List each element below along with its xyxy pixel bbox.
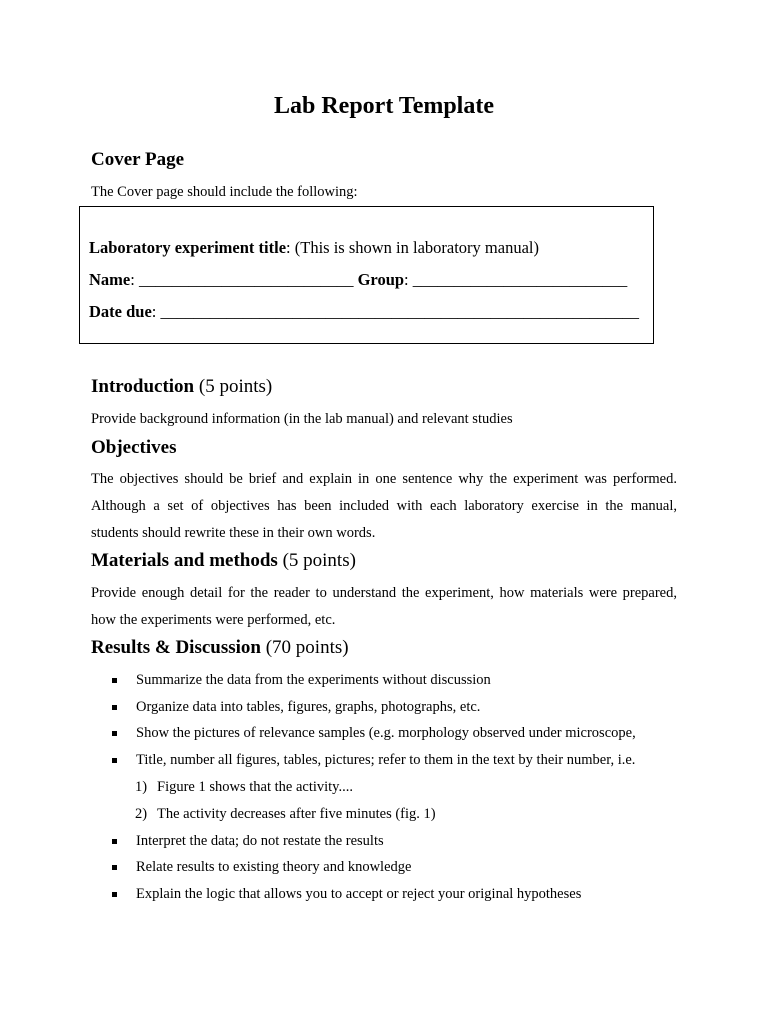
name-line: : __________________________ xyxy=(130,270,354,289)
introduction-points: (5 points) xyxy=(194,376,273,397)
results-points: (70 points) xyxy=(260,637,349,658)
cover-page-box xyxy=(79,206,654,344)
experiment-title-field xyxy=(89,238,539,258)
cover-page-intro: The Cover page should include the following: xyxy=(91,184,358,200)
experiment-title-label: Laboratory experiment title xyxy=(89,238,287,257)
introduction-text: Provide background information (in the lab manual) and relevant studies xyxy=(91,411,513,427)
date-due-field xyxy=(89,302,639,322)
bullet-icon xyxy=(112,839,117,844)
results-heading xyxy=(91,637,349,659)
materials-title: Materials and methods xyxy=(91,550,278,571)
bullet-icon xyxy=(112,865,117,870)
bullet-icon xyxy=(112,678,117,683)
bullet-icon xyxy=(112,731,117,736)
materials-line-2: how the experiments were performed, etc. xyxy=(91,612,336,628)
bullet-icon xyxy=(112,758,117,763)
date-due-label: Date due xyxy=(89,302,152,321)
bullet-icon xyxy=(112,892,117,897)
group-line: : __________________________ xyxy=(404,270,628,289)
materials-points: (5 points) xyxy=(277,550,356,571)
group-label: Group xyxy=(357,270,405,289)
name-label: Name xyxy=(89,270,131,289)
materials-line-1: Provide enough detail for the reader to understand the experiment, how materials were prepared, xyxy=(91,585,677,601)
introduction-heading xyxy=(91,376,272,398)
objectives-line-3: students should rewrite these in their own words. xyxy=(91,525,376,541)
results-title: Results & Discussion xyxy=(91,637,261,658)
cover-page-heading: Cover Page xyxy=(91,149,185,170)
materials-heading xyxy=(91,550,356,572)
experiment-title-value: : (This is shown in laboratory manual) xyxy=(286,238,539,257)
date-due-line: : __________________________________________________________ xyxy=(151,302,640,321)
document-title: Lab Report Template xyxy=(273,93,494,119)
objectives-line-2: Although a set of objectives has been included with each laboratory exercise in the manual, xyxy=(91,498,677,514)
objectives-line-1: The objectives should be brief and explain in one sentence why the experiment was performed. xyxy=(91,471,677,487)
objectives-heading: Objectives xyxy=(91,437,177,458)
name-group-field xyxy=(89,270,627,290)
bullet-icon xyxy=(112,705,117,710)
introduction-title: Introduction xyxy=(91,376,195,397)
document-page: Lab Report Template Cover Page The Cover page should include the following: Laboratory experiment title: (This is shown in laboratory manual) Name: __________________________ Group: __________________________ Date due: __________________________________________________________ Introduction (5 points) Provide background information (in the lab manual) and relevant studies Objectives The objectives should be brief and explain in one sentence why the experiment was performed. Although a set of objectives has been included with each laboratory exercise in the manual, students should rewrite these in their own words. Materials and methods (5 points) Provide enough detail for the reader to understand the experiment, how materials were prepared, how the experiments were performed, etc. Results & Discussion (70 points) Summarize the data from the experiments without discussion Organize data into tables, figures, graphs, photographs, etc. Show the pictures of relevance samples (e.g. morphology observed under microscope, Title, number all figures, tables, pictures; refer to them in the text by their number, i.e. 1) Figure 1 shows that the activity.... 2) The activity decreases after five minutes (fig. 1) Interpret the data; do not restate the results Relate results to existing theory and knowledge Explain the logic that allows you to accept or reject your original hypotheses xyxy=(0,0,768,1024)
